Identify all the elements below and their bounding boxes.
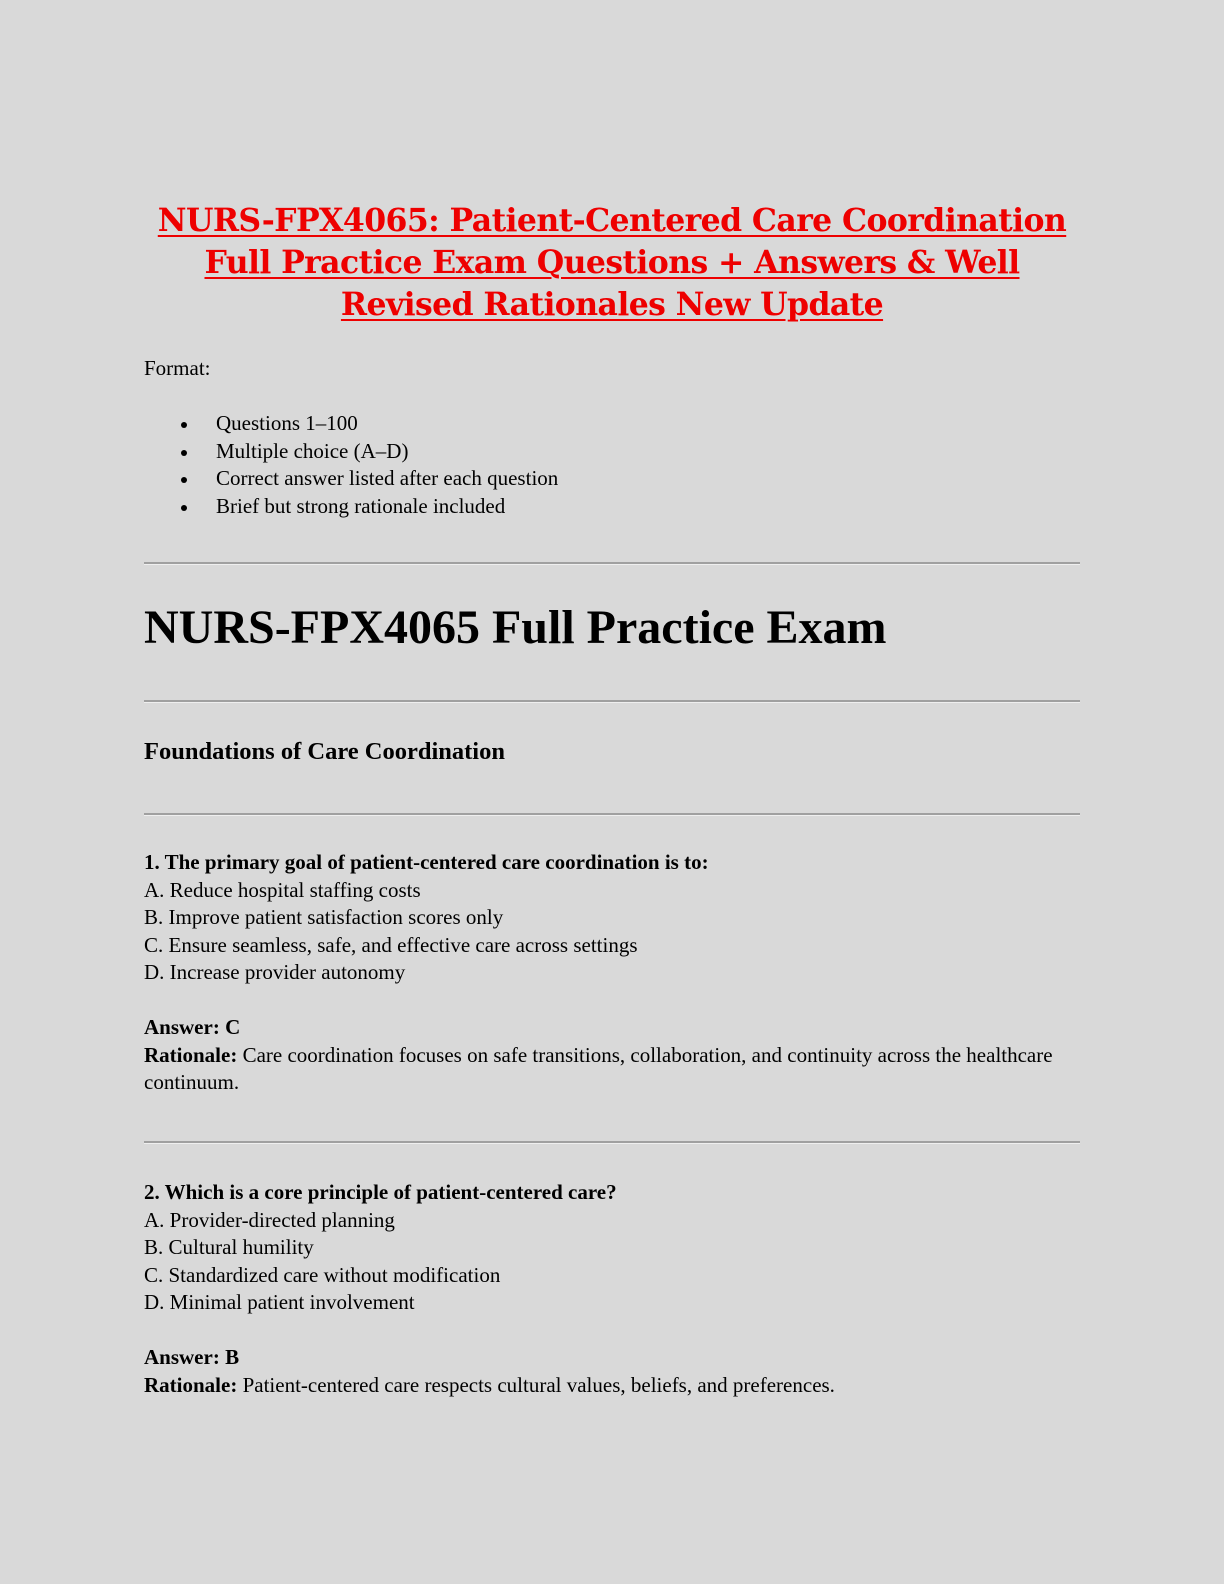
horizontal-rule bbox=[144, 813, 1080, 816]
answer-option: A. Reduce hospital staffing costs bbox=[144, 877, 421, 902]
answer-block bbox=[144, 1344, 1084, 1399]
question-text: 1. The primary goal of patient-centered care coordination is to: bbox=[144, 850, 709, 874]
horizontal-rule bbox=[144, 562, 1080, 565]
correct-answer: Answer: C bbox=[144, 1015, 241, 1039]
section-title: Foundations of Care Coordination bbox=[144, 738, 505, 765]
answer-option: B. Cultural humility bbox=[144, 1235, 314, 1259]
answer-options bbox=[144, 877, 1084, 987]
horizontal-rule bbox=[144, 700, 1080, 703]
format-item: Multiple choice (A–D) bbox=[144, 438, 558, 466]
rationale-label: Rationale: bbox=[144, 1042, 238, 1067]
horizontal-rule bbox=[144, 1141, 1080, 1144]
answer-option: A. Provider-directed planning bbox=[144, 1207, 395, 1232]
question-block bbox=[144, 849, 1084, 1097]
format-item: Questions 1–100 bbox=[144, 410, 558, 438]
answer-option: C. Standardized care without modification bbox=[144, 1262, 501, 1287]
answer-block bbox=[144, 1014, 1084, 1097]
rationale bbox=[144, 1042, 1084, 1097]
correct-answer: Answer: B bbox=[144, 1345, 240, 1369]
format-label: Format: bbox=[144, 356, 211, 380]
format-list bbox=[144, 410, 558, 520]
rationale bbox=[144, 1372, 1084, 1400]
rationale-text: Care coordination focuses on safe transitions, collaboration, and continuity across the healthcare continuum. bbox=[144, 1042, 1053, 1094]
question-text: 2. Which is a core principle of patient-centered care? bbox=[144, 1180, 617, 1204]
question-block bbox=[144, 1179, 1084, 1399]
format-item: Correct answer listed after each question bbox=[144, 465, 558, 493]
answer-option: C. Ensure seamless, safe, and effective care across settings bbox=[144, 932, 638, 957]
answer-options bbox=[144, 1207, 1084, 1317]
rationale-text: Patient-centered care respects cultural values, beliefs, and preferences. bbox=[242, 1372, 835, 1397]
format-item: Brief but strong rationale included bbox=[144, 493, 558, 521]
rationale-label: Rationale: bbox=[144, 1372, 238, 1397]
answer-option: B. Improve patient satisfaction scores only bbox=[144, 905, 504, 929]
document-title: NURS-FPX4065: Patient-Centered Care Coordination Full Practice Exam Questions + Answers & Well Revised Rationales New Update bbox=[157, 202, 1067, 323]
answer-option: D. Increase provider autonomy bbox=[144, 960, 406, 984]
exam-title: NURS-FPX4065 Full Practice Exam bbox=[144, 601, 887, 654]
answer-option: D. Minimal patient involvement bbox=[144, 1290, 415, 1314]
